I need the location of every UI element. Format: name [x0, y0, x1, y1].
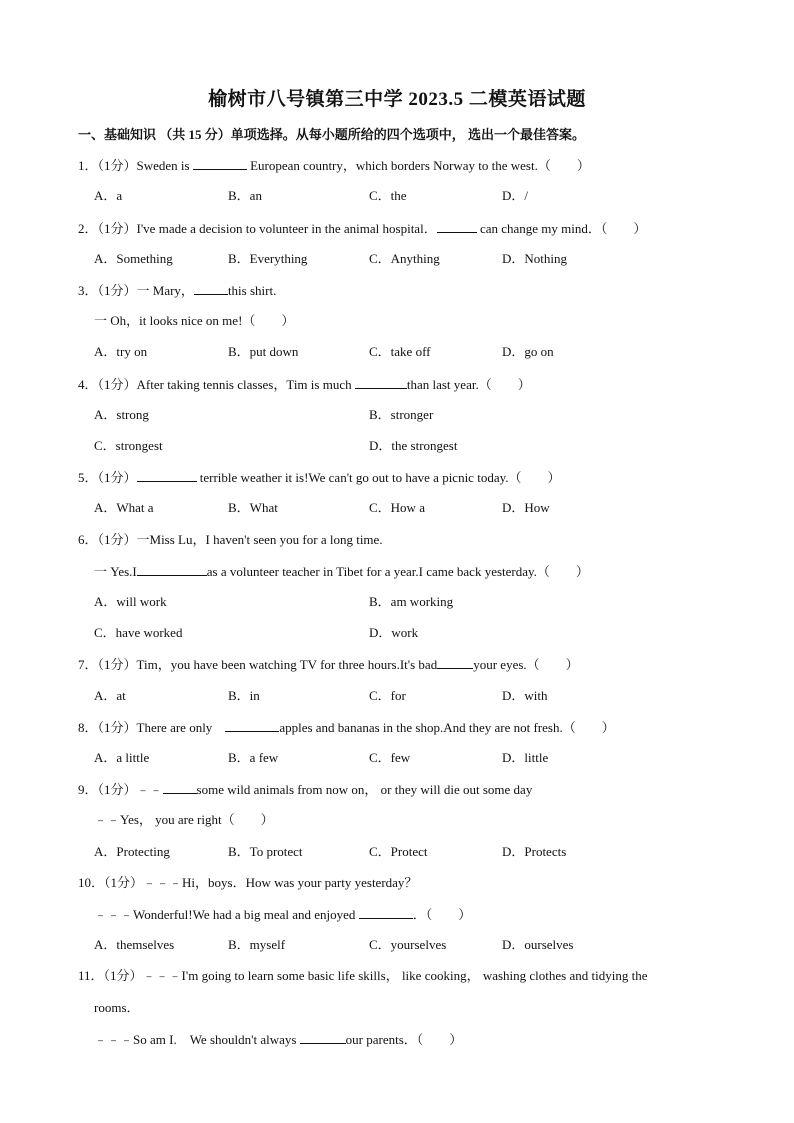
answer-blank	[359, 906, 413, 919]
option-b: B．stronger	[369, 407, 434, 422]
answer-blank	[355, 376, 407, 389]
question-6-stem: 6．（1分）一Miss Lu，I haven't seen you for a long time.	[78, 532, 383, 547]
question-11-reply: ﹣﹣﹣So am I. We shouldn't always our parents．（ ）	[94, 1032, 463, 1047]
option-a: A．a	[94, 188, 123, 203]
option-a: A．a little	[94, 750, 150, 765]
option-b: B．a few	[228, 750, 279, 765]
answer-blank	[137, 469, 197, 482]
answer-blank	[137, 563, 207, 576]
option-d: D．work	[369, 625, 419, 640]
option-a: A．Protecting	[94, 844, 170, 859]
section-heading: 一、基础知识 （共 15 分）单项选择。从每小题所给的四个选项中， 选出一个最佳答案。	[78, 127, 586, 142]
question-3-reply: 一 Oh，it looks nice on me!（ ）	[94, 313, 295, 328]
option-a: A．strong	[94, 407, 149, 422]
option-a: A．themselves	[94, 937, 175, 952]
answer-blank	[300, 1031, 346, 1044]
option-c: C．strongest	[94, 438, 163, 453]
option-c: C．yourselves	[369, 937, 447, 952]
option-a: A．try on	[94, 344, 148, 359]
question-2-stem: 2．（1分）I've made a decision to volunteer in the animal hospital． can change my mind．（ ）	[78, 221, 647, 236]
option-d: D．Protects	[502, 844, 567, 859]
answer-blank	[437, 656, 473, 669]
option-d: D．ourselves	[502, 937, 574, 952]
option-d: D．Nothing	[502, 251, 568, 266]
option-a: A．Something	[94, 251, 173, 266]
option-b: B．To protect	[228, 844, 303, 859]
question-5-stem: 5．（1分） terrible weather it is!We can't go out to have a picnic today.（ ）	[78, 470, 561, 485]
option-d: D．with	[502, 688, 548, 703]
option-c: C．have worked	[94, 625, 183, 640]
answer-blank	[193, 157, 247, 170]
answer-blank	[437, 220, 477, 233]
option-a: A．will work	[94, 594, 167, 609]
option-b: B．What	[228, 500, 278, 515]
option-d: D．go on	[502, 344, 554, 359]
option-c: C．for	[369, 688, 406, 703]
option-b: B．myself	[228, 937, 286, 952]
option-b: B．an	[228, 188, 262, 203]
question-8-stem: 8．（1分）There are only apples and bananas in the shop.And they are not fresh.（ ）	[78, 720, 615, 735]
option-c: C．Protect	[369, 844, 428, 859]
option-c: C．few	[369, 750, 411, 765]
option-a: A．at	[94, 688, 126, 703]
option-d: D．the strongest	[369, 438, 458, 453]
answer-blank	[163, 781, 197, 794]
question-11-stem-continued: rooms．	[94, 1000, 140, 1015]
question-11-stem: 11．（1分）﹣﹣﹣I'm going to learn some basic life skills， like cooking， washing clothes and tidying the	[78, 968, 648, 983]
question-10-stem: 10．（1分）﹣﹣﹣Hi，boys．How was your party yesterday？	[78, 875, 418, 890]
option-d: D．How	[502, 500, 550, 515]
question-1-stem: 1．（1分）Sweden is European country，which borders Norway to the west.（ ）	[78, 158, 590, 173]
option-c: C．take off	[369, 344, 431, 359]
option-c: C．the	[369, 188, 407, 203]
option-d: D．/	[502, 188, 529, 203]
question-9-stem: 9．（1分）﹣﹣ some wild animals from now on， or they will die out some day	[78, 782, 533, 797]
option-c: C．Anything	[369, 251, 440, 266]
option-c: C．How a	[369, 500, 425, 515]
option-b: B．Everything	[228, 251, 308, 266]
question-10-reply: ﹣﹣﹣Wonderful!We had a big meal and enjoyed ．（ ）	[94, 907, 472, 922]
question-3-stem: 3．（1分）一 Mary， this shirt.	[78, 283, 277, 298]
answer-blank	[225, 719, 279, 732]
option-b: B．in	[228, 688, 260, 703]
option-b: B．am working	[369, 594, 454, 609]
question-4-stem: 4．（1分）After taking tennis classes，Tim is much than last year.（ ）	[78, 377, 531, 392]
exam-title: 榆树市八号镇第三中学 2023.5 二模英语试题	[208, 89, 586, 110]
question-6-reply: 一 Yes.I as a volunteer teacher in Tibet for a year.I came back yesterday.（ ）	[94, 564, 589, 579]
option-d: D．little	[502, 750, 549, 765]
option-a: A．What a	[94, 500, 154, 515]
question-9-reply: ﹣﹣Yes， you are right（ ）	[94, 812, 274, 827]
option-b: B．put down	[228, 344, 299, 359]
answer-blank	[194, 282, 228, 295]
question-7-stem: 7．（1分）Tim，you have been watching TV for three hours.It's bad your eyes.（ ）	[78, 657, 579, 672]
